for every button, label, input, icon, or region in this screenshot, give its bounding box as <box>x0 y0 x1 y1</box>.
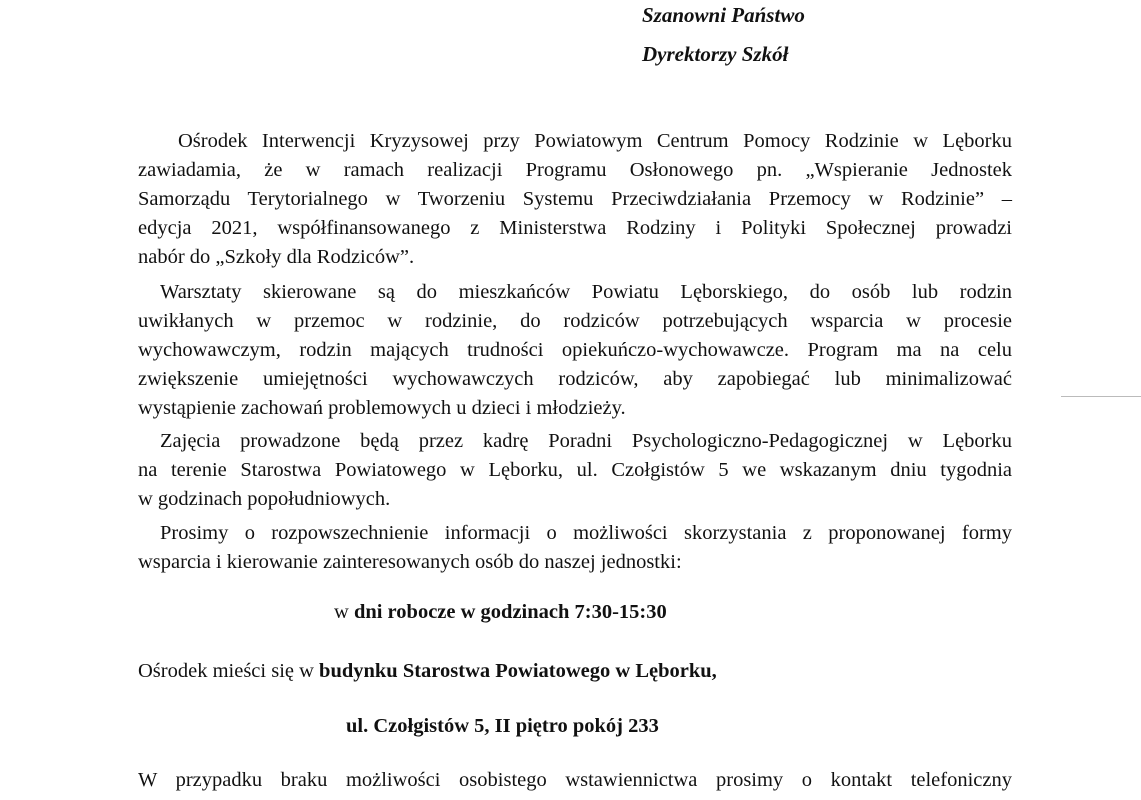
paragraph-4-line-2: wsparcia i kierowanie zainteresowanych osób do naszej jednostki: <box>138 551 682 573</box>
office-address <box>346 713 659 739</box>
paragraph-2-line-3: wychowawczym, rodzin mających trudności opiekuńczo-wychowawcze. Program ma na celu <box>138 339 1012 361</box>
scan-artifact-line <box>1061 396 1141 397</box>
office-location-prefix: Ośrodek mieści się w <box>138 660 320 682</box>
paragraph-1-line-3: Samorządu Terytorialnego w Tworzeniu Systemu Przeciwdziałania Przemocy w Rodzinie” – <box>138 188 1012 210</box>
paragraph-3-line-1: Zajęcia prowadzone będą przez kadrę Poradni Psychologiczno-Pedagogicznej w Lęborku <box>160 430 1012 452</box>
paragraph-4-line-1: Prosimy o rozpowszechnienie informacji o możliwości skorzystania z proponowanej formy <box>160 522 1012 544</box>
paragraph-3-line-2: na terenie Starostwa Powiatowego w Lęborku, ul. Czołgistów 5 we wskazanym dniu tygodnia <box>138 459 1012 481</box>
office-location-building: budynku Starostwa Powiatowego w Lęborku, <box>319 660 717 682</box>
office-hours-prefix: w <box>334 601 354 623</box>
paragraph-3-line-3: w godzinach popołudniowych. <box>138 488 391 510</box>
paragraph-2-line-2: uwikłanych w przemoc w rodzinie, do rodziców potrzebujących wsparcia w procesie <box>138 310 1012 332</box>
paragraph-1-line-1: Ośrodek Interwencji Kryzysowej przy Powiatowym Centrum Pomocy Rodzinie w Lęborku <box>178 130 1012 152</box>
paragraph-2-line-1: Warsztaty skierowane są do mieszkańców Powiatu Lęborskiego, do osób lub rodzin <box>160 281 1012 303</box>
paragraph-1-line-2: zawiadamia, że w ramach realizacji Programu Osłonowego pn. „Wspieranie Jednostek <box>138 159 1012 181</box>
paragraph-1-line-4: edycja 2021, współfinansowanego z Ministerstwa Rodziny i Polityki Społecznej prowadzi <box>138 217 1012 239</box>
office-hours-value: dni robocze w godzinach 7:30-15:30 <box>353 601 667 623</box>
addressee-line-1: Szanowni Państwo <box>642 3 805 27</box>
office-hours <box>334 599 667 625</box>
paragraph-2-line-5: wystąpienie zachowań problemowych u dzieci i młodzieży. <box>138 397 626 419</box>
paragraph-2-line-4: zwiększenie umiejętności wychowawczych rodziców, aby zapobiegać lub minimalizować <box>138 368 1012 390</box>
closing-line: W przypadku braku możliwości osobistego wstawiennictwa prosimy o kontakt telefoniczny <box>138 769 1012 791</box>
paragraph-1-line-5: nabór do „Szkoły dla Rodziców”. <box>138 246 415 268</box>
addressee-line-2: Dyrektorzy Szkół <box>642 42 789 66</box>
office-location <box>138 658 717 684</box>
office-address-value: ul. Czołgistów 5, II piętro pokój 233 <box>346 715 659 737</box>
